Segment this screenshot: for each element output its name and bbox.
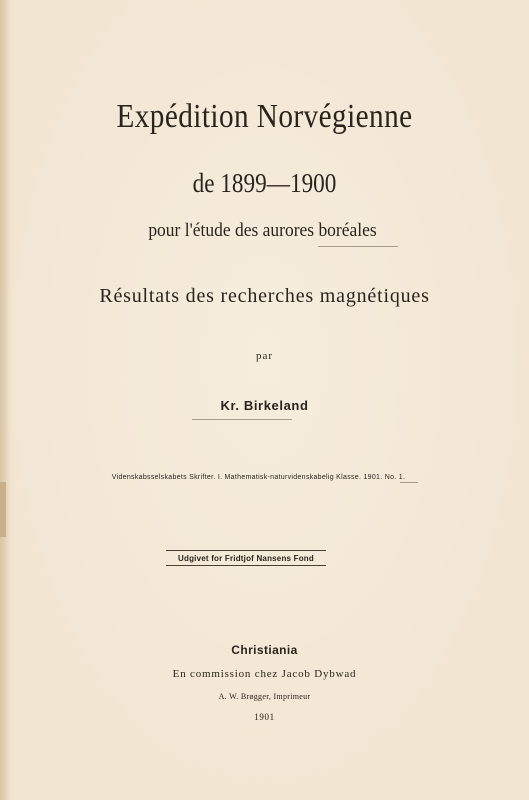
series-reference: Videnskabsselskabets Skrifter. I. Mathematisk-naturvidenskabelig Klasse. 1901. No. 1.	[111, 474, 406, 481]
fund-note: Udgivet for Fridtjof Nansens Fond	[166, 550, 326, 566]
page-tear-mark	[0, 482, 6, 537]
results-heading: Résultats des recherches magnétiques	[99, 285, 430, 307]
publication-year: 1901	[254, 712, 275, 722]
publisher-commission: En commission chez Jacob Dybwad	[172, 668, 357, 680]
author-underline	[192, 419, 292, 420]
series-dash	[400, 482, 418, 483]
document-title: Expédition Norvégienne	[116, 98, 413, 135]
expedition-subject: pour l'étude des aurores boréales	[148, 220, 377, 241]
expedition-dates: de 1899—1900	[192, 168, 337, 198]
author-name: Kr. Birkeland	[220, 398, 309, 413]
by-label: par	[255, 350, 274, 362]
printer-name: A. W. Brøgger, Imprimeur	[218, 692, 311, 701]
fund-note-box	[166, 550, 326, 568]
publication-city: Christiania	[231, 643, 298, 657]
underline-mark	[318, 246, 398, 247]
